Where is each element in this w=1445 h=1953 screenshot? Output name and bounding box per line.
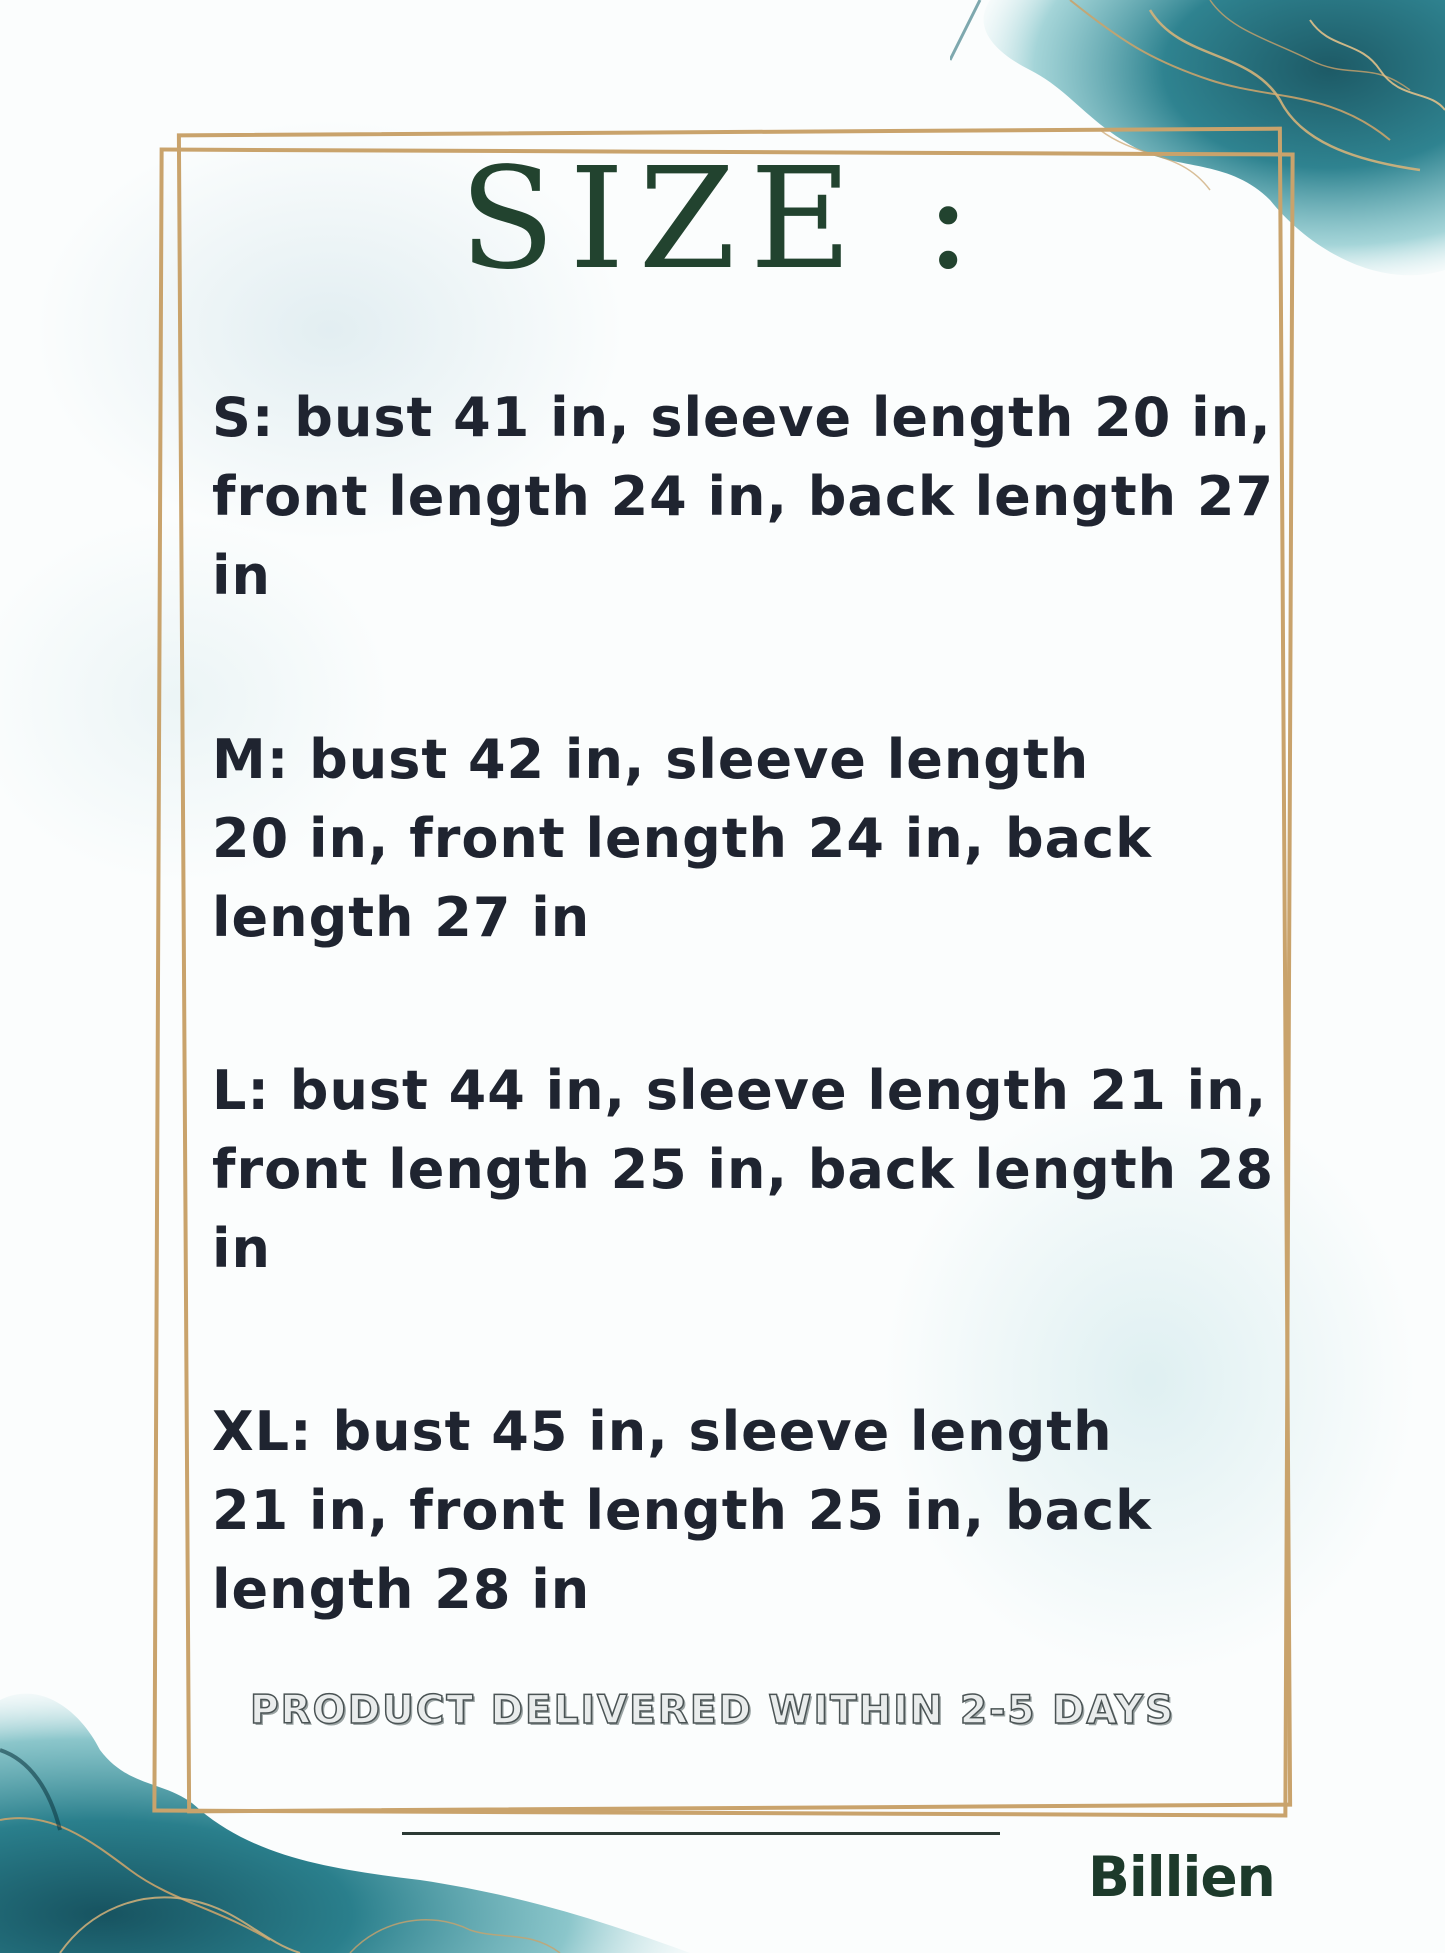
brand-logo: Billien: [1088, 1845, 1275, 1909]
size-entry-l: [212, 1051, 1274, 1288]
size-entry-m: [212, 720, 1152, 957]
size-entry-line: front length 25 in, back length 28: [212, 1138, 1275, 1201]
divider-line: [402, 1832, 1000, 1835]
size-entry-line: L: bust 44 in, sleeve length 21 in,: [212, 1059, 1268, 1122]
size-entry-line: M: bust 42 in, sleeve length: [212, 728, 1090, 791]
size-entry-line: 21 in, front length 25 in, back: [212, 1479, 1153, 1542]
size-entry-line: 20 in, front length 24 in, back: [212, 807, 1153, 870]
size-entry-line: length 28 in: [212, 1558, 591, 1621]
size-entry-xl: [212, 1392, 1152, 1629]
size-entry-line: S: bust 41 in, sleeve length 20 in,: [212, 386, 1272, 449]
size-entry-line: in: [212, 1217, 271, 1280]
delivery-note: PRODUCT DELIVERED WITHIN 2-5 DAYS: [250, 1688, 1176, 1733]
size-entry-line: in: [212, 544, 271, 607]
size-entry-line: XL: bust 45 in, sleeve length: [212, 1400, 1113, 1463]
size-entry-line: front length 24 in, back length 27: [212, 465, 1275, 528]
size-entry-s: [212, 378, 1274, 615]
size-entry-line: length 27 in: [212, 886, 591, 949]
page-title: SIZE :: [459, 138, 986, 301]
